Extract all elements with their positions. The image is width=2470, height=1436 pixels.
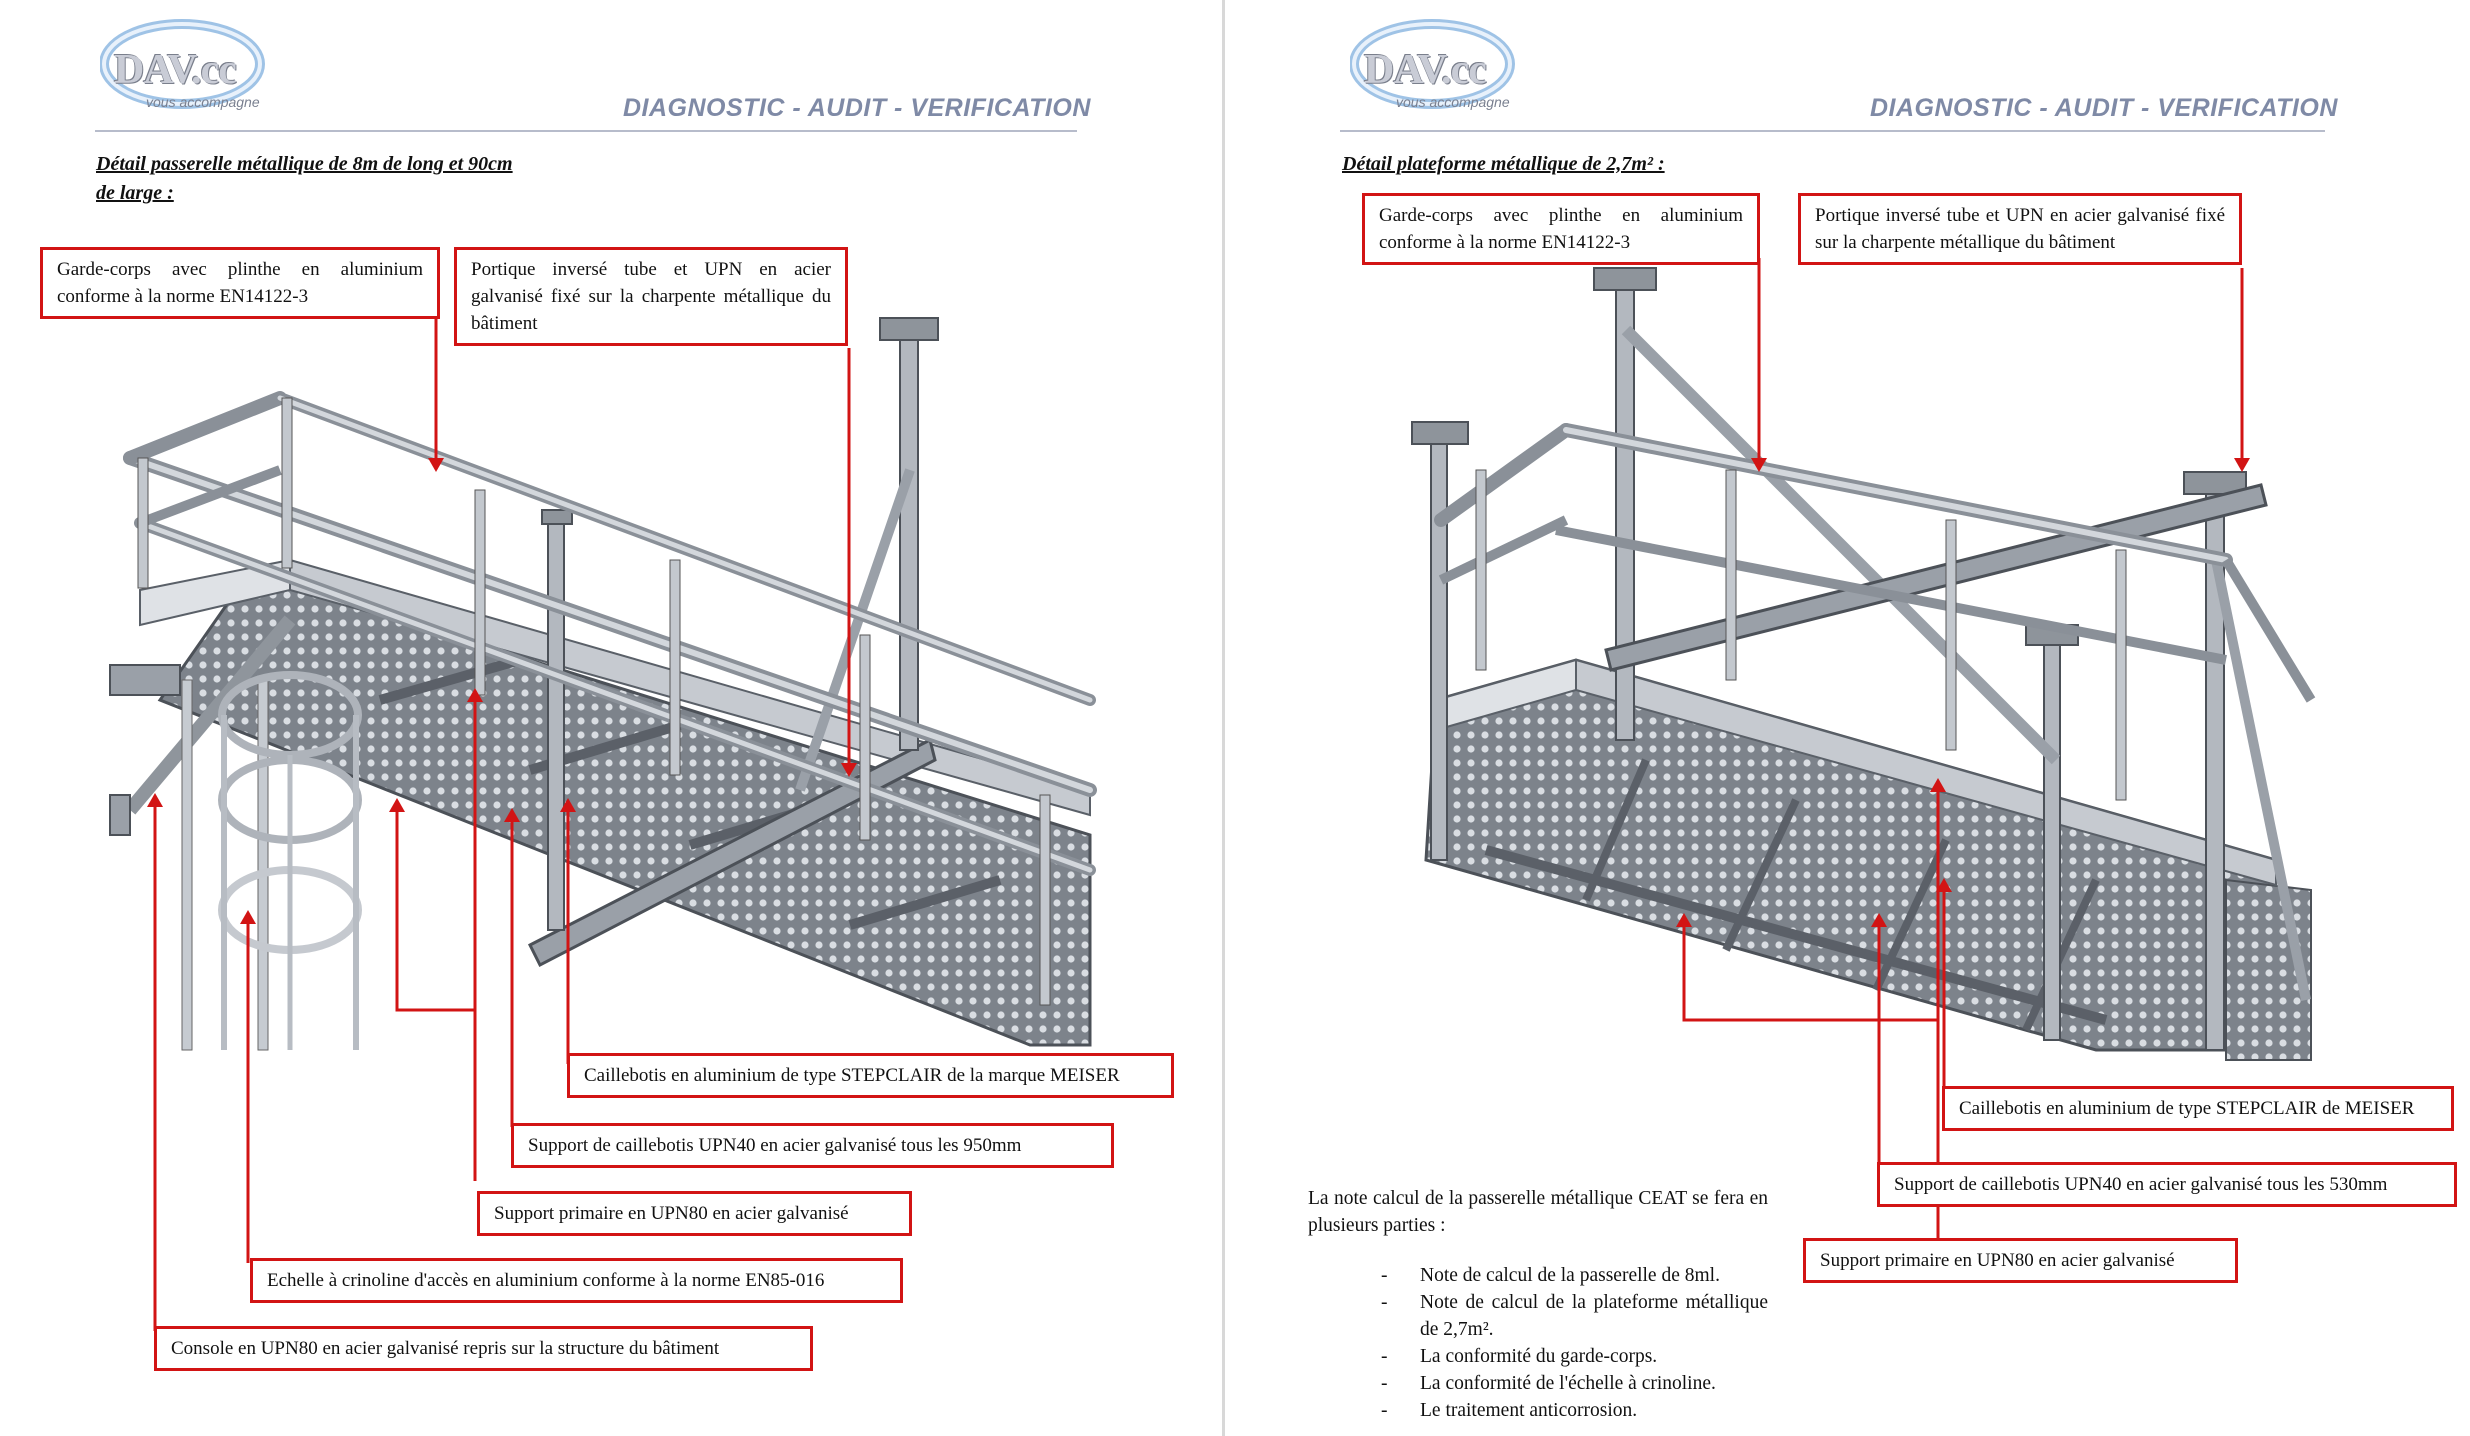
list-item: - Note de calcul de la plateforme métallique de 2,7m². [1381,1289,1768,1343]
note-list [1381,1262,1768,1424]
header-title: DIAGNOSTIC - AUDIT - VERIFICATION [623,94,1091,122]
list-item: - Note de calcul de la passerelle de 8ml. [1381,1262,1768,1289]
logo-tagline: vous accompagne [1396,94,1510,110]
grating-deck [1426,660,2276,1050]
header-title: DIAGNOSTIC - AUDIT - VERIFICATION [1870,94,2338,122]
bullet-dash: - [1381,1292,1388,1313]
callout-caillebotis: Caillebotis en aluminium de type STEPCLAIR de la marque MEISER [567,1053,1174,1098]
callout-echelle: Echelle à crinoline d'accès en aluminium conforme à la norme EN85-016 [250,1258,903,1303]
callout-caillebotis: Caillebotis en aluminium de type STEPCLAIR de MEISER [1942,1086,2454,1131]
left-page [0,0,1222,1436]
bullet-dash: - [1381,1373,1388,1394]
list-item: - La conformité de l'échelle à crinoline. [1381,1370,1768,1397]
callout-support-primaire: Support primaire en UPN80 en acier galvanisé [477,1191,912,1236]
page-heading-line1: Détail passerelle métallique de 8m de long et 90cm [96,153,513,175]
right-page [1226,0,2470,1436]
logo-text: DAV.cc [114,47,236,93]
bullet-dash: - [1381,1400,1388,1421]
note-paragraph: La note calcul de la passerelle métallique CEAT se fera en plusieurs parties : [1308,1188,1768,1236]
page-heading-line2: de large : [96,182,174,204]
logo-text: DAV.cc [1364,47,1486,93]
page-divider [1222,0,1225,1436]
callout-support-caillebotis: Support de caillebotis UPN40 en acier galvanisé tous les 950mm [511,1123,1114,1168]
list-item: - La conformité du garde-corps. [1381,1343,1768,1370]
callout-garde-corps: Garde-corps avec plinthe en aluminium conforme à la norme EN14122-3 [1362,193,1760,265]
callout-portique: Portique inversé tube et UPN en acier galvanisé fixé sur la charpente métallique du bâtiment [1798,193,2242,265]
callout-support-primaire: Support primaire en UPN80 en acier galvanisé [1803,1238,2238,1283]
callout-support-caillebotis: Support de caillebotis UPN40 en acier galvanisé tous les 530mm [1877,1162,2457,1207]
callout-console: Console en UPN80 en acier galvanisé repris sur la structure du bâtiment [154,1326,813,1371]
bullet-dash: - [1381,1265,1388,1286]
callout-garde-corps: Garde-corps avec plinthe en aluminium conforme à la norme EN14122-3 [40,247,440,319]
list-item: - Le traitement anticorrosion. [1381,1397,1768,1424]
logo-tagline: vous accompagne [146,94,260,110]
callout-portique: Portique inversé tube et UPN en acier galvanisé fixé sur la charpente métallique du bâtiment [454,247,848,346]
bullet-dash: - [1381,1346,1388,1367]
page-heading: Détail plateforme métallique de 2,7m² : [1342,153,1665,175]
